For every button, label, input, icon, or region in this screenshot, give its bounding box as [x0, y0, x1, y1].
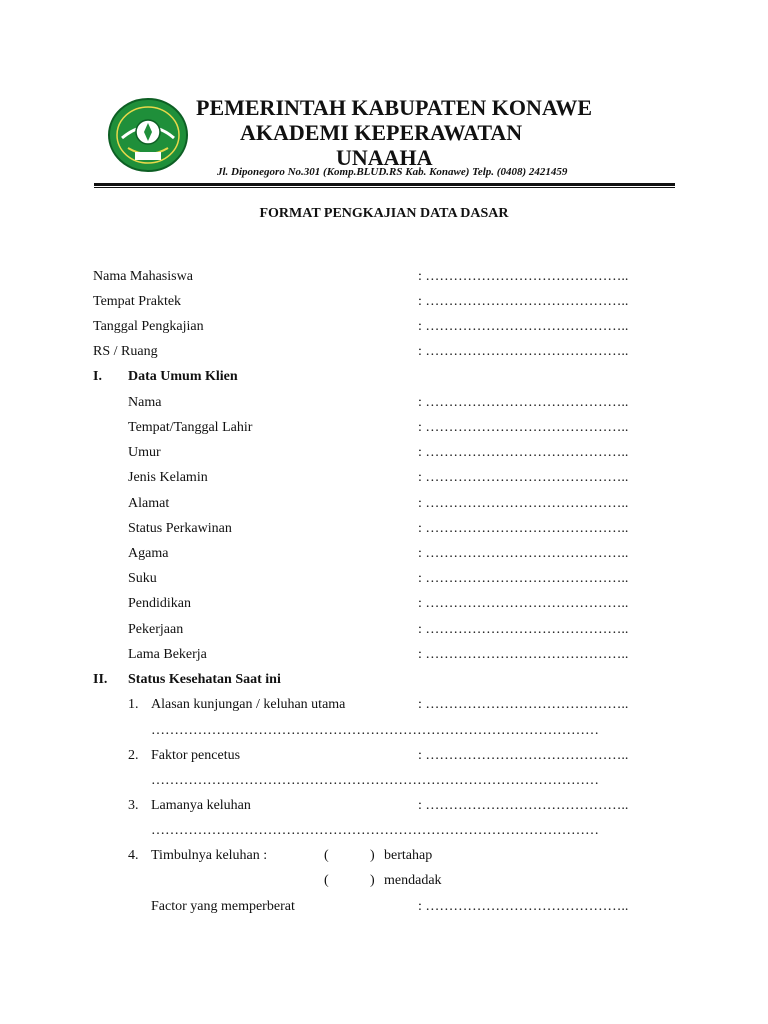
checkbox-bertahap-close[interactable]: ) — [370, 848, 375, 863]
checkbox-mendadak-open[interactable]: ( — [324, 873, 329, 888]
long-blank-faktor-pencetus[interactable]: …………………………………………………………………………………… — [151, 773, 599, 788]
field-blank-factor-memperberat[interactable]: : …………………………………….. — [418, 899, 629, 914]
section-2-number: II. — [93, 672, 108, 687]
header-divider-thick — [94, 183, 675, 186]
field-label-suku: Suku — [128, 571, 157, 586]
field-label-alasan-kunjungan: Alasan kunjungan / keluhan utama — [151, 697, 346, 712]
field-blank-tanggal-pengkajian[interactable]: : …………………………………….. — [418, 319, 629, 334]
field-blank-alasan-kunjungan[interactable]: : …………………………………….. — [418, 697, 629, 712]
field-blank-rs-ruang[interactable]: : …………………………………….. — [418, 344, 629, 359]
field-blank-nama-mahasiswa[interactable]: : …………………………………….. — [418, 269, 629, 284]
section-2-title: Status Kesehatan Saat ini — [128, 672, 281, 687]
field-blank-jenis-kelamin[interactable]: : …………………………………….. — [418, 470, 629, 485]
field-label-rs-ruang: RS / Ruang — [93, 344, 158, 359]
option-label-mendadak: mendadak — [384, 873, 442, 888]
section-1-title: Data Umum Klien — [128, 369, 238, 384]
header-divider-thin — [94, 187, 675, 188]
field-label-alamat: Alamat — [128, 496, 170, 511]
field-label-pendidikan: Pendidikan — [128, 596, 191, 611]
field-blank-pekerjaan[interactable]: : …………………………………….. — [418, 622, 629, 637]
document-title: FORMAT PENGKAJIAN DATA DASAR — [259, 206, 509, 221]
field-label-jenis-kelamin: Jenis Kelamin — [128, 470, 208, 485]
field-label-nama-mahasiswa: Nama Mahasiswa — [93, 269, 193, 284]
item-number-1: 1. — [128, 697, 139, 712]
field-blank-lamanya-keluhan[interactable]: : …………………………………….. — [418, 798, 629, 813]
institution-logo — [108, 98, 188, 172]
field-label-agama: Agama — [128, 546, 169, 561]
field-blank-status-perkawinan[interactable]: : …………………………………….. — [418, 521, 629, 536]
field-blank-tempat-praktek[interactable]: : …………………………………….. — [418, 294, 629, 309]
field-label-pekerjaan: Pekerjaan — [128, 622, 184, 637]
item-number-2: 2. — [128, 748, 139, 763]
field-blank-nama[interactable]: : …………………………………….. — [418, 395, 629, 410]
field-label-lama-bekerja: Lama Bekerja — [128, 647, 207, 662]
section-1-number: I. — [93, 369, 102, 384]
field-blank-tempat-tanggal-lahir[interactable]: : …………………………………….. — [418, 420, 629, 435]
checkbox-mendadak-close[interactable]: ) — [370, 873, 375, 888]
long-blank-lamanya-keluhan[interactable]: …………………………………………………………………………………… — [151, 823, 599, 838]
field-label-umur: Umur — [128, 445, 161, 460]
field-blank-agama[interactable]: : …………………………………….. — [418, 546, 629, 561]
field-label-faktor-pencetus: Faktor pencetus — [151, 748, 241, 763]
field-blank-pendidikan[interactable]: : …………………………………….. — [418, 596, 629, 611]
field-blank-alamat[interactable]: : …………………………………….. — [418, 496, 629, 511]
field-label-factor-memperberat: Factor yang memperberat — [151, 899, 295, 914]
field-label-lamanya-keluhan: Lamanya keluhan — [151, 798, 251, 813]
header-academy-name: AKADEMI KEPERAWATAN — [240, 120, 523, 145]
item-number-3: 3. — [128, 798, 139, 813]
checkbox-bertahap-open[interactable]: ( — [324, 848, 329, 863]
field-blank-faktor-pencetus[interactable]: : …………………………………….. — [418, 748, 629, 763]
field-label-status-perkawinan: Status Perkawinan — [128, 521, 232, 536]
item-number-4: 4. — [128, 848, 139, 863]
field-label-timbulnya-keluhan: Timbulnya keluhan : — [151, 848, 268, 863]
long-blank-alasan-kunjungan[interactable]: …………………………………………………………………………………… — [151, 723, 599, 738]
header-address: Jl. Diponegoro No.301 (Komp.BLUD.RS Kab. Konawe) Telp. (0408) 2421459 — [217, 166, 568, 178]
field-blank-suku[interactable]: : …………………………………….. — [418, 571, 629, 586]
field-blank-umur[interactable]: : …………………………………….. — [418, 445, 629, 460]
header-city-name: UNAAHA — [336, 145, 433, 170]
field-label-tanggal-pengkajian: Tanggal Pengkajian — [93, 319, 204, 334]
field-blank-lama-bekerja[interactable]: : …………………………………….. — [418, 647, 629, 662]
field-label-tempat-praktek: Tempat Praktek — [93, 294, 182, 309]
header-government-name: PEMERINTAH KABUPATEN KONAWE — [196, 95, 593, 120]
field-label-tempat-tanggal-lahir: Tempat/Tanggal Lahir — [128, 420, 253, 435]
field-label-nama: Nama — [128, 395, 162, 410]
option-label-bertahap: bertahap — [384, 848, 433, 863]
